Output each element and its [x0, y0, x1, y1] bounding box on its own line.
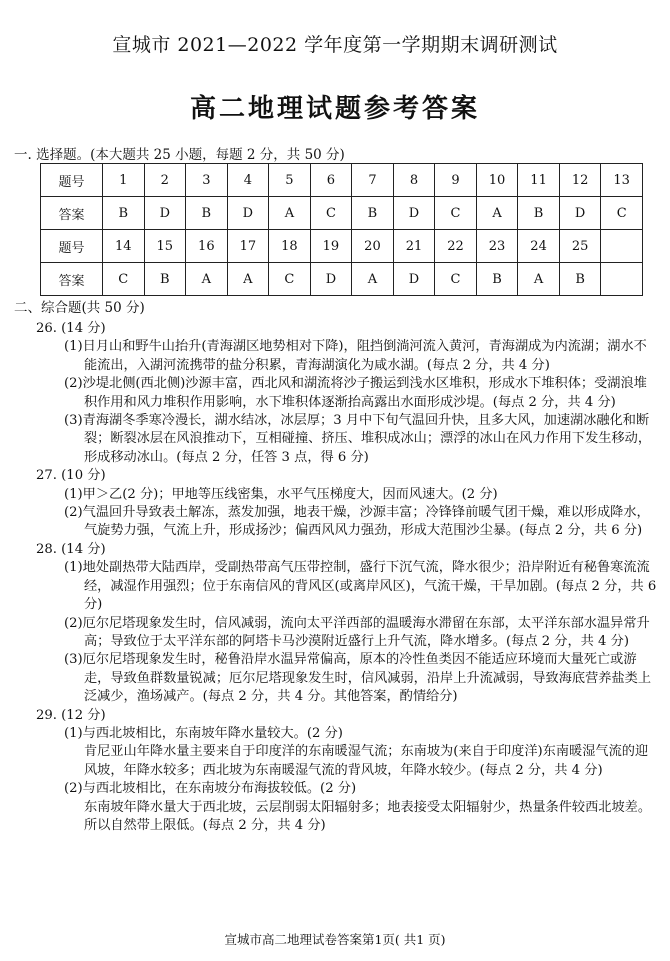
answer-cell: C [601, 197, 643, 230]
question-number: 18 [269, 230, 311, 263]
answer-cell: B [559, 263, 601, 296]
question-number: 24 [518, 230, 560, 263]
answer-cell: D [393, 197, 435, 230]
answer-detail: 肯尼亚山年降水量主要来自于印度洋的东南暖湿气流；东南坡为(来自于印度洋)东南暖湿气流的迎风坡，年降水较多；西北坡为东南暖湿气流的背风坡，年降水较少。(每点 2 分，共 4 分) [84, 744, 649, 778]
question-number: 13 [601, 164, 643, 197]
question-number: 17 [227, 230, 269, 263]
exam-header: 宣城市 2021—2022 学年度第一学期期末调研测试 [112, 34, 558, 56]
answer-cell: D [227, 197, 269, 230]
answer-cell: A [186, 263, 228, 296]
question-number: 19 [310, 230, 352, 263]
table-row [41, 164, 643, 197]
answer-cell: B [103, 197, 145, 230]
answer-item: (2)沙堤北侧(西北侧)沙源丰富，西北风和湖流将沙子搬运到浅水区堆积，形成水下堆积体；受湖浪堆积作用和风力堆积作用影响，水下堆积体逐渐抬高露出水面形成沙堤。(每点 2 分，共 4 分) [64, 376, 647, 410]
answer-item: (1)与西北坡相比，东南坡年降水量较大。(2 分) [64, 725, 343, 741]
answer-cell: B [186, 197, 228, 230]
table-row [41, 263, 643, 296]
answer-cell: C [103, 263, 145, 296]
question-number [601, 230, 643, 263]
answer-table [40, 163, 643, 296]
question-number: 3 [186, 164, 228, 197]
answer-item: (2)厄尔尼塔现象发生时，信风减弱，流向太平洋西部的温暖海水滞留在东部，太平洋东部水温异常升高；导致位于太平洋东部的阿塔卡马沙漠附近盛行上升气流，降水增多。(每点 2 分，共 4 分) [64, 615, 650, 649]
question-number: 2 [144, 164, 186, 197]
question-number: 12 [559, 164, 601, 197]
section1-title: 一. 选择题。(本大题共 25 小题，每题 2 分，共 50 分) [14, 147, 345, 163]
answer-item: (1)甲＞乙(2 分)；甲地等压线密集，水平气压梯度大，因而风速大。(2 分) [64, 486, 498, 502]
answer-cell: C [435, 197, 477, 230]
question-number: 10 [476, 164, 518, 197]
page-title: 高二地理试题参考答案 [189, 94, 480, 124]
answer-item: (1)地处副热带大陆西岸，受副热带高气压带控制，盛行下沉气流，降水很少；沿岸附近有秘鲁寒流流经，减湿作用强烈；位于东南信风的背风区(或离岸风区)，气流干燥，干旱加剧。(每点 2 分，共 6 分) [64, 560, 657, 613]
answer-cell: D [144, 197, 186, 230]
question-number: 9 [435, 164, 477, 197]
answer-cell: B [352, 197, 394, 230]
answer-cell: A [227, 263, 269, 296]
question-head: 27. (10 分) [36, 468, 106, 484]
answer-item: (3)青海湖冬季寒冷漫长，湖水结冰，冰层厚；3 月中下旬气温回升快，且多大风，加速湖冰融化和断裂；断裂冰层在风浪推动下，互相碰撞、挤压、堆积成冰山；漂浮的冰山在风力作用下发生移动，形成移动冰山。(每点 2 分，任答 3 点，得 6 分) [64, 413, 652, 465]
essay-answers [14, 320, 660, 835]
question-number: 5 [269, 164, 311, 197]
question-number: 15 [144, 230, 186, 263]
answer-item: (2)与西北坡相比，在东南坡分布海拔较低。(2 分) [64, 781, 357, 797]
row-label: 答案 [41, 197, 103, 230]
question-number: 20 [352, 230, 394, 263]
question-number: 25 [559, 230, 601, 263]
answer-cell: A [518, 263, 560, 296]
answer-detail: 东南坡年降水量大于西北坡，云层削弱太阳辐射多；地表接受太阳辐射少，热量条件较西北坡差。所以自然带上限低。(每点 2 分，共 4 分) [84, 799, 652, 833]
question-number: 1 [103, 164, 145, 197]
question-head: 28. (14 分) [36, 541, 106, 557]
answer-cell: B [476, 263, 518, 296]
answer-cell: C [435, 263, 477, 296]
section2-title: 二、综合题(共 50 分) [14, 300, 145, 316]
answer-cell [601, 263, 643, 296]
answer-item: (2)气温回升导致表土解冻，蒸发加强，地表干燥，沙源丰富；冷锋锋前暖气团干燥，难以形成降水，气旋势力强，气流上升，形成扬沙；偏西风风力强劲，形成大范围沙尘暴。(每点 2 分，共 6 分) [64, 505, 650, 539]
answer-cell: D [310, 263, 352, 296]
question-number: 16 [186, 230, 228, 263]
row-label: 题号 [41, 230, 103, 263]
question-number: 7 [352, 164, 394, 197]
answer-cell: D [559, 197, 601, 230]
table-row [41, 230, 643, 263]
answer-item: (3)厄尔尼塔现象发生时，秘鲁沿岸水温异常偏高，原本的冷性鱼类因不能适应环境而大量死亡或游走，导致鱼群数量锐减；厄尔尼塔现象发生时，信风减弱，沿岸上升流减弱，导致海底营养盐类上泛减少，渔场减产。(每点 2 分，共 4 分。其他答案，酌情给分) [64, 652, 652, 705]
answer-cell: B [144, 263, 186, 296]
answer-cell: D [393, 263, 435, 296]
question-number: 6 [310, 164, 352, 197]
answer-cell: B [518, 197, 560, 230]
answer-cell: A [352, 263, 394, 296]
question-number: 21 [393, 230, 435, 263]
answer-cell: A [269, 197, 311, 230]
row-label: 题号 [41, 164, 103, 197]
answer-item: (1)日月山和野牛山抬升(青海湖区地势相对下降)，阻挡倒淌河流入黄河，青海湖成为内流湖；湖水不能流出，入湖河流携带的盐分积累，青海湖演化为咸水湖。(每点 2 分，共 4 分) [64, 339, 647, 373]
row-label: 答案 [41, 263, 103, 296]
question-head: 29. (12 分) [36, 707, 106, 723]
question-number: 23 [476, 230, 518, 263]
answer-cell: C [269, 263, 311, 296]
question-number: 8 [393, 164, 435, 197]
answer-cell: A [476, 197, 518, 230]
question-number: 22 [435, 230, 477, 263]
question-number: 11 [518, 164, 560, 197]
table-row [41, 197, 643, 230]
question-number: 4 [227, 164, 269, 197]
question-number: 14 [103, 230, 145, 263]
answer-cell: C [310, 197, 352, 230]
question-head: 26. (14 分) [36, 321, 106, 336]
page-footer: 宣城市高二地理试卷答案第1页( 共1 页) [224, 932, 446, 947]
